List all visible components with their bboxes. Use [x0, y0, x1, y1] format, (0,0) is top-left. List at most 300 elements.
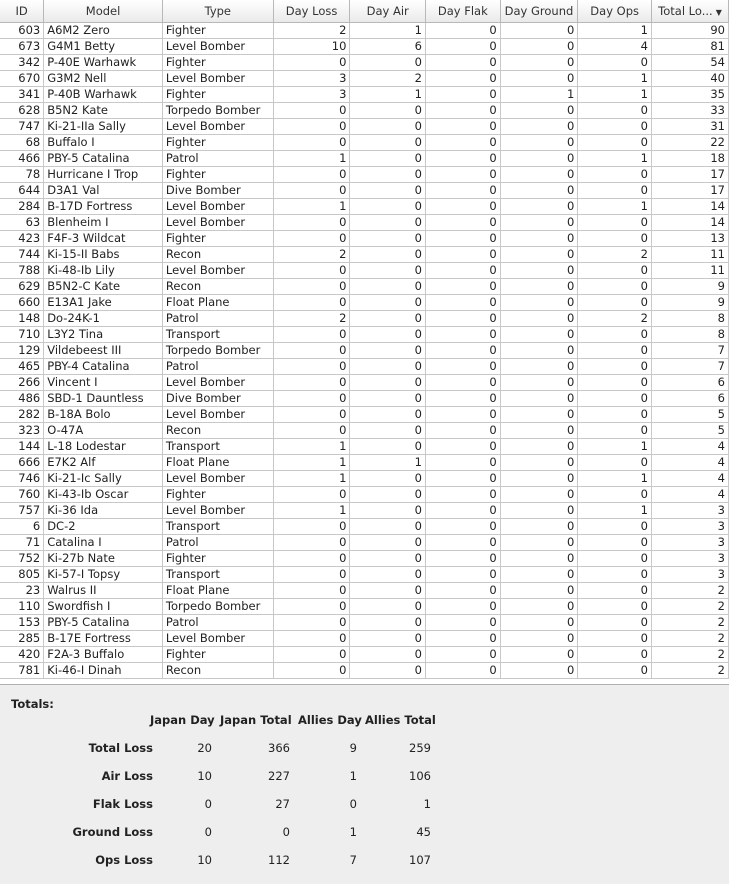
cell-day-ground: 0 — [500, 230, 578, 246]
cell-day-ground: 0 — [500, 310, 578, 326]
cell-id: 23 — [0, 582, 44, 598]
cell-type: Fighter — [162, 230, 273, 246]
cell-day-ground: 0 — [500, 614, 578, 630]
cell-total-loss: 6 — [652, 390, 729, 406]
cell-id: 644 — [0, 182, 44, 198]
cell-day-air: 0 — [350, 54, 426, 70]
header-japan-total: Japan Total — [220, 713, 292, 727]
cell-day-flak: 0 — [425, 550, 500, 566]
cell-id: 284 — [0, 198, 44, 214]
table-row[interactable] — [0, 230, 729, 246]
cell-day-flak: 0 — [425, 438, 500, 454]
table-row[interactable] — [0, 70, 729, 86]
cell-day-air: 0 — [350, 134, 426, 150]
cell-day-air: 0 — [350, 550, 426, 566]
table-row[interactable] — [0, 166, 729, 182]
cell-day-ops: 0 — [578, 630, 652, 646]
cell-id: 323 — [0, 422, 44, 438]
cell-day-ops: 0 — [578, 534, 652, 550]
table-row[interactable] — [0, 406, 729, 422]
cell-day-loss: 0 — [273, 566, 350, 582]
cell-id: 129 — [0, 342, 44, 358]
table-row[interactable] — [0, 310, 729, 326]
cell-day-flak: 0 — [425, 358, 500, 374]
cell-type: Fighter — [162, 22, 273, 38]
cell-day-air: 0 — [350, 198, 426, 214]
table-row[interactable] — [0, 198, 729, 214]
cell-type: Patrol — [162, 358, 273, 374]
table-row[interactable] — [0, 326, 729, 342]
cell-total-loss: 2 — [652, 662, 729, 678]
cell-model: L-18 Lodestar — [44, 438, 163, 454]
cell-day-ground: 0 — [500, 118, 578, 134]
cell-id: 628 — [0, 102, 44, 118]
table-row[interactable] — [0, 54, 729, 70]
cell-day-ground: 0 — [500, 294, 578, 310]
table-row[interactable] — [0, 486, 729, 502]
column-header-day-loss[interactable]: Day Loss — [273, 0, 350, 22]
cell-day-flak: 0 — [425, 294, 500, 310]
cell-day-ops: 1 — [578, 502, 652, 518]
cell-day-loss: 1 — [273, 438, 350, 454]
cell-id: 746 — [0, 470, 44, 486]
cell-day-ground: 0 — [500, 326, 578, 342]
cell-day-ops: 0 — [578, 182, 652, 198]
cell-total-loss: 9 — [652, 278, 729, 294]
cell-type: Recon — [162, 278, 273, 294]
table-row[interactable] — [0, 582, 729, 598]
totals-panel — [0, 684, 729, 884]
cell-day-air: 0 — [350, 614, 426, 630]
table-row[interactable] — [0, 390, 729, 406]
cell-day-ops: 0 — [578, 166, 652, 182]
cell-day-air: 0 — [350, 230, 426, 246]
column-header-type[interactable]: Type — [162, 0, 273, 22]
cell-model: Ki-46-I Dinah — [44, 662, 163, 678]
air-loss-japan-total: 227 — [268, 769, 290, 783]
table-row[interactable] — [0, 438, 729, 454]
cell-day-air: 0 — [350, 182, 426, 198]
cell-day-loss: 0 — [273, 54, 350, 70]
totals-title: Totals: — [11, 697, 54, 711]
cell-day-ground: 0 — [500, 438, 578, 454]
cell-model: Ki-36 Ida — [44, 502, 163, 518]
cell-id: 788 — [0, 262, 44, 278]
table-row[interactable] — [0, 150, 729, 166]
cell-day-ground: 0 — [500, 246, 578, 262]
cell-day-loss: 0 — [273, 550, 350, 566]
table-row[interactable] — [0, 262, 729, 278]
cell-type: Transport — [162, 566, 273, 582]
cell-day-air: 0 — [350, 646, 426, 662]
cell-day-flak: 0 — [425, 86, 500, 102]
cell-model: G4M1 Betty — [44, 38, 163, 54]
cell-day-ground: 0 — [500, 582, 578, 598]
table-row[interactable] — [0, 374, 729, 390]
cell-id: 282 — [0, 406, 44, 422]
cell-day-loss: 0 — [273, 166, 350, 182]
cell-model: Do-24K-1 — [44, 310, 163, 326]
table-row[interactable] — [0, 134, 729, 150]
cell-day-loss: 0 — [273, 598, 350, 614]
column-header-model[interactable]: Model — [44, 0, 163, 22]
cell-day-flak: 0 — [425, 230, 500, 246]
cell-day-loss: 0 — [273, 630, 350, 646]
header-japan-day: Japan Day — [150, 713, 215, 727]
cell-model: Swordfish I — [44, 598, 163, 614]
cell-type: Level Bomber — [162, 630, 273, 646]
cell-day-air: 0 — [350, 518, 426, 534]
cell-day-loss: 0 — [273, 422, 350, 438]
cell-day-air: 0 — [350, 214, 426, 230]
table-row[interactable] — [0, 294, 729, 310]
cell-total-loss: 33 — [652, 102, 729, 118]
cell-id: 670 — [0, 70, 44, 86]
cell-day-ops: 0 — [578, 326, 652, 342]
cell-type: Level Bomber — [162, 502, 273, 518]
cell-model: PBY-5 Catalina — [44, 614, 163, 630]
cell-day-ops: 0 — [578, 374, 652, 390]
cell-day-air: 0 — [350, 262, 426, 278]
cell-id: 144 — [0, 438, 44, 454]
cell-day-ops: 0 — [578, 486, 652, 502]
table-row[interactable] — [0, 598, 729, 614]
cell-day-loss: 0 — [273, 278, 350, 294]
cell-day-flak: 0 — [425, 406, 500, 422]
row-label-air-loss: Air Loss — [101, 769, 153, 783]
cell-day-flak: 0 — [425, 374, 500, 390]
cell-id: 148 — [0, 310, 44, 326]
table-row[interactable] — [0, 278, 729, 294]
ops-loss-allies-total: 107 — [409, 853, 431, 867]
column-header-day-ground[interactable]: Day Ground — [500, 0, 578, 22]
total-loss-japan-day: 20 — [197, 741, 212, 755]
cell-model: DC-2 — [44, 518, 163, 534]
cell-total-loss: 3 — [652, 550, 729, 566]
cell-day-air: 0 — [350, 326, 426, 342]
cell-total-loss: 2 — [652, 646, 729, 662]
cell-day-ops: 0 — [578, 230, 652, 246]
table-row[interactable] — [0, 358, 729, 374]
cell-model: Vincent I — [44, 374, 163, 390]
column-header-day-flak[interactable]: Day Flak — [425, 0, 500, 22]
cell-day-air: 0 — [350, 406, 426, 422]
cell-day-ground: 0 — [500, 454, 578, 470]
cell-day-loss: 0 — [273, 662, 350, 678]
cell-type: Torpedo Bomber — [162, 598, 273, 614]
cell-day-flak: 0 — [425, 326, 500, 342]
cell-total-loss: 5 — [652, 406, 729, 422]
cell-day-ground: 0 — [500, 134, 578, 150]
cell-day-ops: 0 — [578, 598, 652, 614]
total-loss-japan-total: 366 — [268, 741, 290, 755]
cell-day-flak: 0 — [425, 102, 500, 118]
table-row[interactable] — [0, 470, 729, 486]
cell-day-ground: 0 — [500, 38, 578, 54]
cell-day-air: 0 — [350, 246, 426, 262]
cell-total-loss: 3 — [652, 502, 729, 518]
cell-day-air: 0 — [350, 422, 426, 438]
table-row[interactable] — [0, 38, 729, 54]
cell-id: 673 — [0, 38, 44, 54]
cell-type: Level Bomber — [162, 470, 273, 486]
cell-day-flak: 0 — [425, 566, 500, 582]
cell-model: D3A1 Val — [44, 182, 163, 198]
cell-model: Ki-48-Ib Lily — [44, 262, 163, 278]
cell-total-loss: 2 — [652, 630, 729, 646]
table-row[interactable] — [0, 550, 729, 566]
cell-total-loss: 14 — [652, 198, 729, 214]
cell-day-air: 0 — [350, 486, 426, 502]
cell-day-loss: 1 — [273, 470, 350, 486]
cell-day-flak: 0 — [425, 486, 500, 502]
cell-type: Level Bomber — [162, 118, 273, 134]
table-row[interactable] — [0, 118, 729, 134]
cell-day-ground: 0 — [500, 342, 578, 358]
cell-day-flak: 0 — [425, 166, 500, 182]
cell-model: P-40B Warhawk — [44, 86, 163, 102]
cell-day-ops: 1 — [578, 86, 652, 102]
cell-model: Catalina I — [44, 534, 163, 550]
cell-model: E7K2 Alf — [44, 454, 163, 470]
cell-day-ground: 0 — [500, 150, 578, 166]
cell-day-flak: 0 — [425, 70, 500, 86]
cell-day-flak: 0 — [425, 390, 500, 406]
table-row[interactable] — [0, 22, 729, 38]
cell-total-loss: 5 — [652, 422, 729, 438]
cell-day-ground: 0 — [500, 598, 578, 614]
cell-day-flak: 0 — [425, 646, 500, 662]
cell-day-ops: 0 — [578, 134, 652, 150]
cell-day-ops: 0 — [578, 646, 652, 662]
cell-type: Float Plane — [162, 294, 273, 310]
table-row[interactable] — [0, 86, 729, 102]
sort-descending-icon: ▼ — [715, 7, 722, 17]
cell-day-ground: 0 — [500, 566, 578, 582]
cell-day-ground: 1 — [500, 86, 578, 102]
cell-day-loss: 0 — [273, 582, 350, 598]
cell-total-loss: 81 — [652, 38, 729, 54]
cell-id: 660 — [0, 294, 44, 310]
cell-day-ops: 0 — [578, 566, 652, 582]
cell-day-air: 0 — [350, 294, 426, 310]
table-body — [0, 22, 729, 678]
cell-day-ground: 0 — [500, 662, 578, 678]
flak-loss-japan-total: 27 — [275, 797, 290, 811]
cell-model: Walrus II — [44, 582, 163, 598]
cell-day-ground: 0 — [500, 534, 578, 550]
cell-total-loss: 13 — [652, 230, 729, 246]
cell-model: G3M2 Nell — [44, 70, 163, 86]
cell-day-air: 0 — [350, 310, 426, 326]
cell-day-ops: 0 — [578, 550, 652, 566]
cell-type: Transport — [162, 518, 273, 534]
table-row[interactable] — [0, 630, 729, 646]
cell-day-loss: 2 — [273, 310, 350, 326]
table-row[interactable] — [0, 518, 729, 534]
cell-day-ops: 0 — [578, 358, 652, 374]
cell-day-ground: 0 — [500, 486, 578, 502]
cell-day-loss: 0 — [273, 646, 350, 662]
cell-model: F2A-3 Buffalo — [44, 646, 163, 662]
cell-total-loss: 2 — [652, 582, 729, 598]
table-row[interactable] — [0, 422, 729, 438]
table-row[interactable] — [0, 454, 729, 470]
flak-loss-allies-day: 0 — [349, 797, 357, 811]
ground-loss-japan-total: 0 — [282, 825, 290, 839]
table-row[interactable] — [0, 534, 729, 550]
table-row[interactable] — [0, 566, 729, 582]
cell-type: Fighter — [162, 646, 273, 662]
cell-day-air: 0 — [350, 566, 426, 582]
cell-day-loss: 0 — [273, 262, 350, 278]
cell-day-air: 0 — [350, 662, 426, 678]
cell-model: Buffalo I — [44, 134, 163, 150]
row-label-ops-loss: Ops Loss — [95, 853, 153, 867]
cell-type: Level Bomber — [162, 406, 273, 422]
cell-day-flak: 0 — [425, 214, 500, 230]
ops-loss-japan-total: 112 — [268, 853, 290, 867]
air-loss-allies-total: 106 — [409, 769, 431, 783]
cell-day-ops: 0 — [578, 406, 652, 422]
cell-type: Dive Bomber — [162, 390, 273, 406]
column-header-total-loss[interactable]: Total Lo... ▼ — [652, 0, 729, 22]
ops-loss-allies-day: 7 — [349, 853, 357, 867]
cell-total-loss: 3 — [652, 566, 729, 582]
cell-day-ops: 0 — [578, 422, 652, 438]
cell-id: 465 — [0, 358, 44, 374]
cell-id: 757 — [0, 502, 44, 518]
cell-day-loss: 0 — [273, 182, 350, 198]
cell-day-air: 0 — [350, 630, 426, 646]
cell-day-flak: 0 — [425, 310, 500, 326]
cell-id: 603 — [0, 22, 44, 38]
cell-day-ground: 0 — [500, 102, 578, 118]
cell-day-loss: 0 — [273, 326, 350, 342]
cell-day-ground: 0 — [500, 166, 578, 182]
cell-model: Hurricane I Trop — [44, 166, 163, 182]
cell-day-ground: 0 — [500, 22, 578, 38]
cell-id: 110 — [0, 598, 44, 614]
cell-day-ground: 0 — [500, 262, 578, 278]
cell-day-flak: 0 — [425, 182, 500, 198]
cell-total-loss: 8 — [652, 326, 729, 342]
cell-day-ground: 0 — [500, 278, 578, 294]
cell-total-loss: 3 — [652, 518, 729, 534]
cell-model: B5N2-C Kate — [44, 278, 163, 294]
cell-model: SBD-1 Dauntless — [44, 390, 163, 406]
cell-total-loss: 35 — [652, 86, 729, 102]
cell-day-flak: 0 — [425, 454, 500, 470]
table-row[interactable] — [0, 662, 729, 678]
cell-model: O-47A — [44, 422, 163, 438]
cell-day-flak: 0 — [425, 22, 500, 38]
cell-day-air: 0 — [350, 374, 426, 390]
cell-day-ops: 0 — [578, 614, 652, 630]
table-row[interactable] — [0, 102, 729, 118]
cell-total-loss: 14 — [652, 214, 729, 230]
cell-day-flak: 0 — [425, 502, 500, 518]
cell-total-loss: 7 — [652, 358, 729, 374]
cell-model: B-18A Bolo — [44, 406, 163, 422]
cell-type: Dive Bomber — [162, 182, 273, 198]
cell-total-loss: 90 — [652, 22, 729, 38]
cell-model: E13A1 Jake — [44, 294, 163, 310]
column-header-day-air[interactable]: Day Air — [350, 0, 426, 22]
cell-day-ground: 0 — [500, 54, 578, 70]
cell-id: 781 — [0, 662, 44, 678]
cell-day-loss: 1 — [273, 502, 350, 518]
table-row[interactable] — [0, 502, 729, 518]
cell-day-ground: 0 — [500, 406, 578, 422]
cell-day-flak: 0 — [425, 278, 500, 294]
ground-loss-allies-day: 1 — [349, 825, 357, 839]
table-row[interactable] — [0, 614, 729, 630]
cell-type: Torpedo Bomber — [162, 102, 273, 118]
cell-id: 6 — [0, 518, 44, 534]
table-row[interactable] — [0, 182, 729, 198]
cell-day-ops: 0 — [578, 118, 652, 134]
table-header-row — [0, 0, 729, 22]
table-row[interactable] — [0, 214, 729, 230]
flak-loss-allies-total: 1 — [423, 797, 431, 811]
cell-id: 486 — [0, 390, 44, 406]
cell-day-loss: 0 — [273, 390, 350, 406]
column-header-id[interactable]: ID — [0, 0, 44, 22]
cell-day-ground: 0 — [500, 630, 578, 646]
cell-total-loss: 22 — [652, 134, 729, 150]
cell-day-loss: 3 — [273, 70, 350, 86]
cell-type: Torpedo Bomber — [162, 342, 273, 358]
cell-day-flak: 0 — [425, 118, 500, 134]
cell-day-ground: 0 — [500, 502, 578, 518]
cell-day-air: 1 — [350, 86, 426, 102]
cell-day-ground: 0 — [500, 646, 578, 662]
cell-day-flak: 0 — [425, 54, 500, 70]
cell-day-ground: 0 — [500, 470, 578, 486]
cell-day-flak: 0 — [425, 150, 500, 166]
table-row[interactable] — [0, 246, 729, 262]
table-row[interactable] — [0, 342, 729, 358]
cell-day-ops: 0 — [578, 454, 652, 470]
cell-day-ground: 0 — [500, 390, 578, 406]
cell-model: Vildebeest III — [44, 342, 163, 358]
cell-day-loss: 1 — [273, 454, 350, 470]
cell-id: 266 — [0, 374, 44, 390]
header-allies-day: Allies Day — [298, 713, 362, 727]
cell-type: Level Bomber — [162, 198, 273, 214]
cell-day-loss: 3 — [273, 86, 350, 102]
cell-id: 466 — [0, 150, 44, 166]
cell-day-air: 0 — [350, 534, 426, 550]
air-loss-japan-day: 10 — [197, 769, 212, 783]
column-header-day-ops[interactable]: Day Ops — [578, 0, 652, 22]
table-row[interactable] — [0, 646, 729, 662]
cell-day-ops: 1 — [578, 70, 652, 86]
cell-type: Level Bomber — [162, 262, 273, 278]
cell-model: PBY-4 Catalina — [44, 358, 163, 374]
cell-model: Blenheim I — [44, 214, 163, 230]
cell-total-loss: 40 — [652, 70, 729, 86]
cell-day-ops: 0 — [578, 390, 652, 406]
cell-id: 420 — [0, 646, 44, 662]
cell-day-loss: 0 — [273, 342, 350, 358]
cell-id: 63 — [0, 214, 44, 230]
ground-loss-japan-day: 0 — [204, 825, 212, 839]
cell-total-loss: 4 — [652, 438, 729, 454]
cell-total-loss: 31 — [652, 118, 729, 134]
cell-type: Patrol — [162, 310, 273, 326]
